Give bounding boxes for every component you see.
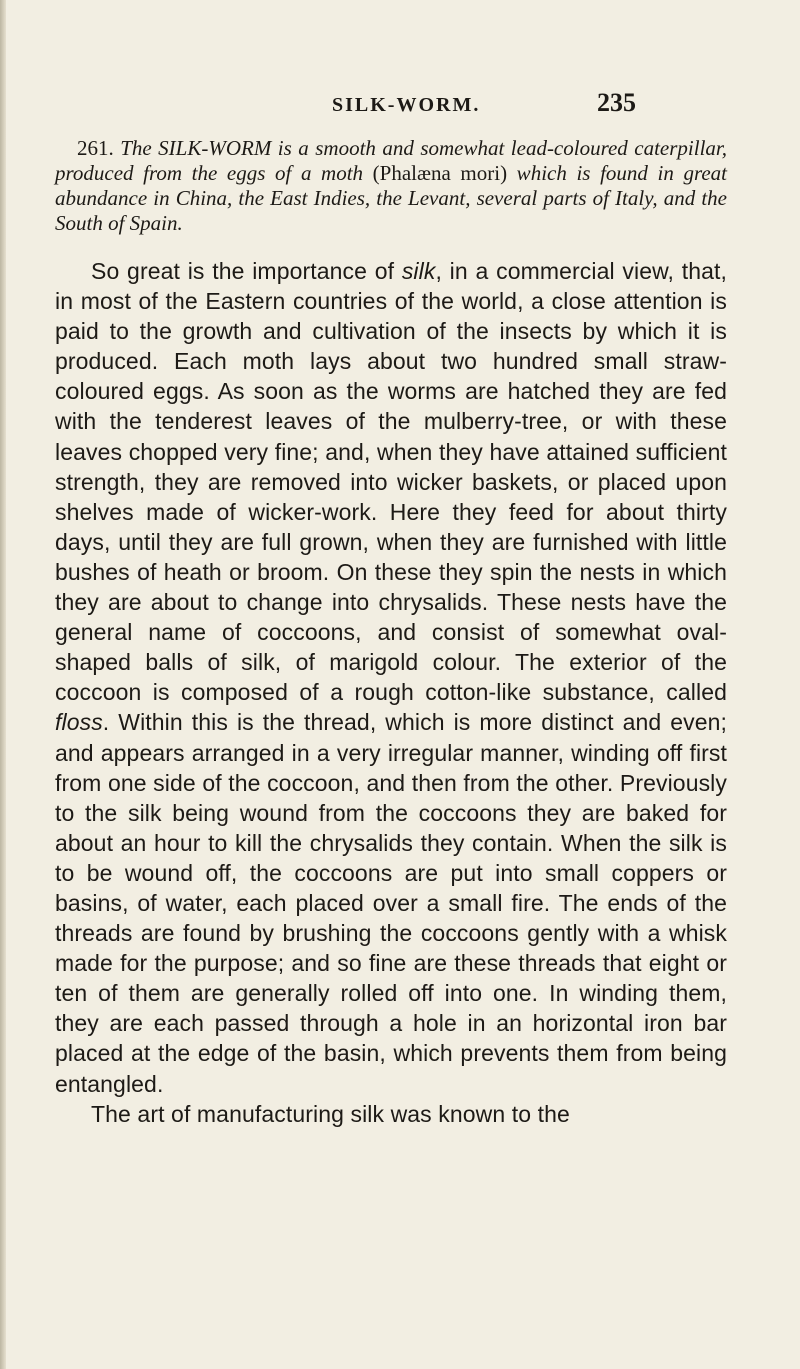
body-paragraph-1 [55,256,727,1099]
body-paragraph-2: The art of manufacturing silk was known to the [91,1100,570,1127]
page-header [0,88,800,122]
intro-text-2: which is found in great abundance in China, the East Indies, the Levant, several parts of Italy, and the South of Spain. [55,161,727,235]
intro-text-1: is a smooth and somewhat lead-coloured caterpillar, produced from the eggs of a moth [55,136,728,185]
page-number: 235 [597,88,636,117]
page-content [55,136,727,1129]
body-text-part-3: . Within this is the thread, which is more distinct and even; and appears arranged in a very irregular manner, winding off first from one side of the coccoon, and then from the other. Previously to the silk being wound from the coccoons they are baked for about an hour to kill the chrysalids they contain. When the silk is to be wound off, the coccoons are put into small coppers or basins, of water, each placed over a small fire. The ends of the threads are found by brushing the coccoons gently with a whisk made for the purpose; and so fine are these threads that eight or ten of them are generally rolled off into one. In winding them, they are each passed through a hole in an horizontal iron bar placed at the edge of the basin, which prevents them from being entangled. [55,709,727,1097]
page-edge [0,0,6,1369]
section-title: The SILK-WORM [120,136,272,160]
section-number: 261. [77,136,114,160]
body-text-part-2: , in a commercial view, that, in most of the Eastern countries of the world, a close attention is paid to the growth and cultivation of the insects by which it is produced. Each moth lays about two hundred small straw-coloured eggs. As soon as the worms are hatched they are fed with the tenderest leaves of the mulberry-tree, or with these leaves chopped very fine; and, when they have attained sufficient strength, they are removed into wicker baskets, or placed upon shelves made of wicker-work. Here they feed for about thirty days, until they are full grown, when they are furnished with little bushes of heath or broom. On these they spin the nests in which they are about to change into chrysalids. These nests have the general name of coccoons, and consist of somewhat oval-shaped balls of silk, of marigold colour. The exterior of the coccoon is composed of a rough cotton-like substance, called [55,258,727,706]
running-head: SILK-WORM. [332,94,481,116]
silk-term: silk [401,258,436,284]
intro-paragraph [55,136,727,236]
body-text-part-1: So great is the importance of [91,258,402,284]
latin-name: (Phalæna mori) [372,161,508,185]
floss-term: floss [55,709,103,736]
